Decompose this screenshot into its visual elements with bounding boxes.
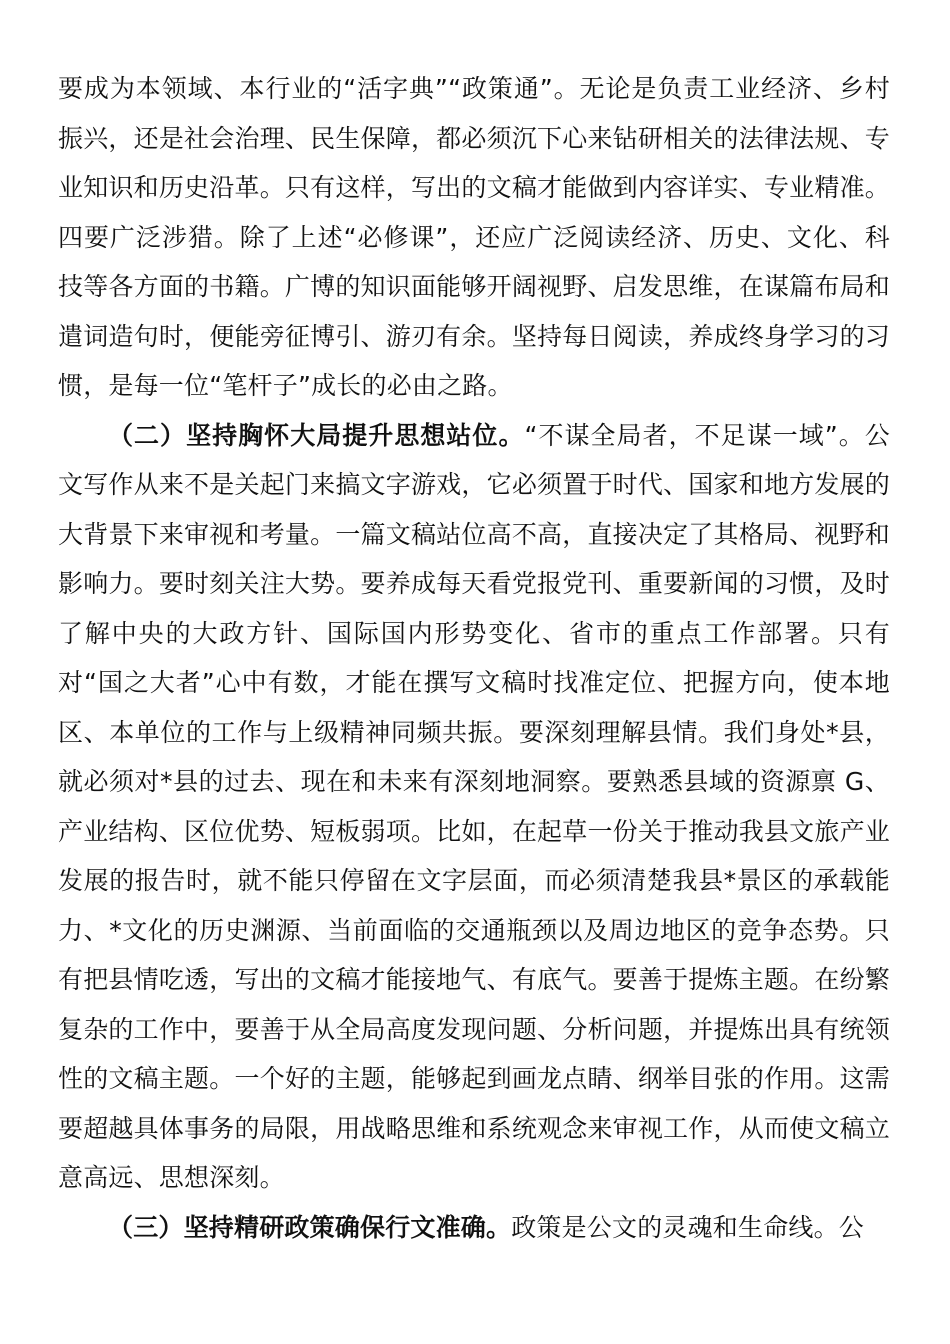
paragraph-body: “不谋全局者，不足谋一域”。公文写作从来不是关起门来搞文字游戏，它必须置于时代、国家和地方发展的大背景下来审视和考量。一篇文稿站位高不高，直接决定了其格局、视野和影响力。要时刻关注大势。要养成每天看党报党刊、重要新闻的习惯，及时了解中央的大政方针、国际国内形势变化、省市的重点工作部署。只有对“国之大者”心中有数，才能在撰写文稿时找准定位、把握方向，使本地区、本单位的工作与上级精神同频共振。要深刻理解县情。我们身处*县，就必须对*县的过去、现在和未来有深刻地洞察。要熟悉县域的资源禀 G、产业结构、区位优势、短板弱项。比如，在起草一份关于推动我县文旅产业发展的报告时，就不能只停留在文字层面，而必须清楚我县*景区的承载能力、*文化的历史渊源、当前面临的交通瓶颈以及周边地区的竞争态势。只有把县情吃透，写出的文稿才能接地气、有底气。要善于提炼主题。在纷繁复杂的工作中，要善于从全局高度发现问题、分析问题，并提炼出具有统领性的文稿主题。一个好的主题，能够起到画龙点睛、纲举目张的作用。这需要超越具体事务的局限，用战略思维和系统观念来审视工作，从而使文稿立意高远、思想深刻。 [58,420,891,1192]
paragraph-body: 政策是公文的灵魂和生命线。公 [511,1212,865,1242]
document-page [58,64,890,1252]
paragraph-continuation [58,64,890,411]
paragraph-section-two [58,411,890,1203]
paragraph-section-three [58,1203,890,1253]
section-heading: （三）坚持精研政策确保行文准确。 [108,1212,512,1242]
section-heading: （二）坚持胸怀大局提升思想站位。 [108,420,525,450]
paragraph-body: 要成为本领域、本行业的“活字典”“政策通”。无论是负责工业经济、乡村振兴，还是社会治理、民生保障，都必须沉下心来钻研相关的法律法规、专业知识和历史沿革。只有这样，写出的文稿才能做到内容详实、专业精准。四要广泛涉猎。除了上述“必修课”，还应广泛阅读经济、历史、文化、科技等各方面的书籍。广博的知识面能够开阔视野、启发思维，在谋篇布局和遣词造句时，便能旁征博引、游刃有余。坚持每日阅读，养成终身学习的习惯，是每一位“笔杆子”成长的必由之路。 [58,74,890,400]
